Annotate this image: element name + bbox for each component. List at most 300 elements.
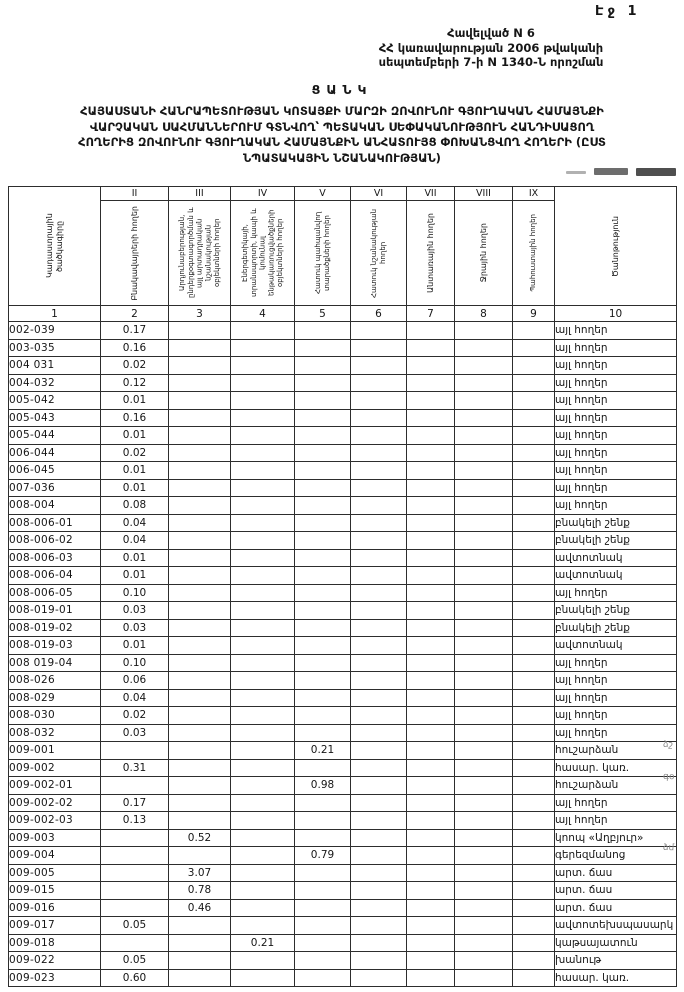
cell-special (351, 829, 407, 847)
cell-water (455, 672, 513, 690)
cell-residential (101, 829, 169, 847)
cell-residential: 0.04 (101, 689, 169, 707)
cell-protected: 0.98 (295, 777, 351, 795)
cell-protected (295, 794, 351, 812)
cell-infrastructure (231, 742, 295, 760)
table-row (9, 497, 677, 515)
cell-protected (295, 969, 351, 987)
cell-forest (407, 969, 455, 987)
cell-forest (407, 532, 455, 550)
cell-special (351, 707, 407, 725)
table-row (9, 934, 677, 952)
cell-cadastral-code: 009-017 (9, 917, 101, 935)
cell-industrial (169, 584, 231, 602)
cell-industrial (169, 497, 231, 515)
cell-note: այլ հողեր (555, 462, 677, 480)
cell-water (455, 847, 513, 865)
cell-special (351, 654, 407, 672)
cell-note: այլ հողեր (555, 427, 677, 445)
cell-reserve (513, 847, 555, 865)
cell-residential: 0.16 (101, 339, 169, 357)
cell-reserve (513, 829, 555, 847)
cell-residential: 0.05 (101, 917, 169, 935)
table-row (9, 514, 677, 532)
cell-forest (407, 794, 455, 812)
cell-water (455, 969, 513, 987)
title-line-4: ՆՊԱՏԱԿԱՅԻՆ ՆՇԱՆԱԿՈՒԹՅԱՆ) (243, 150, 441, 165)
cell-protected (295, 357, 351, 375)
cell-forest (407, 444, 455, 462)
cell-forest (407, 549, 455, 567)
cell-special (351, 549, 407, 567)
cell-water (455, 777, 513, 795)
cell-special (351, 794, 407, 812)
cell-water (455, 724, 513, 742)
header-reserve-lands (513, 201, 555, 306)
cell-special (351, 759, 407, 777)
cell-special (351, 392, 407, 410)
cell-special (351, 357, 407, 375)
cell-industrial (169, 672, 231, 690)
cell-residential: 0.03 (101, 724, 169, 742)
cell-forest (407, 619, 455, 637)
cell-cadastral-code: 007-036 (9, 479, 101, 497)
cell-reserve (513, 567, 555, 585)
cell-forest (407, 847, 455, 865)
cell-cadastral-code: 008 019-04 (9, 654, 101, 672)
cell-infrastructure (231, 724, 295, 742)
cell-residential (101, 934, 169, 952)
cell-cadastral-code: 006-045 (9, 462, 101, 480)
cell-special (351, 532, 407, 550)
cell-note: այլ հողեր (555, 672, 677, 690)
cell-residential: 0.02 (101, 444, 169, 462)
cell-note: այլ հողեր (555, 812, 677, 830)
header-forest-lands (407, 201, 455, 306)
roman-VII: VII (407, 187, 455, 201)
cell-water (455, 812, 513, 830)
cell-protected (295, 602, 351, 620)
cell-special (351, 462, 407, 480)
cell-note: արտ. ճաս (555, 864, 677, 882)
cell-residential: 0.08 (101, 497, 169, 515)
column-number-row (9, 306, 677, 322)
cell-industrial (169, 934, 231, 952)
cell-water (455, 497, 513, 515)
table-row (9, 409, 677, 427)
cell-water (455, 567, 513, 585)
cell-reserve (513, 584, 555, 602)
header-cadastral-code-label: Կադաստրային ծածկագիրը (44, 213, 64, 279)
roman-V: V (295, 187, 351, 201)
cell-special (351, 724, 407, 742)
cell-cadastral-code: 003-035 (9, 339, 101, 357)
table-row (9, 882, 677, 900)
cell-cadastral-code: 004 031 (9, 357, 101, 375)
cell-reserve (513, 672, 555, 690)
cell-infrastructure (231, 812, 295, 830)
appendix-line-2: ՀՀ կառավարության 2006 թվականի (378, 40, 604, 55)
cell-special (351, 497, 407, 515)
cell-special (351, 689, 407, 707)
cell-note: այլ հողեր (555, 584, 677, 602)
cell-reserve (513, 917, 555, 935)
cell-residential: 0.17 (101, 794, 169, 812)
cell-reserve (513, 759, 555, 777)
col-number-1: 1 (9, 306, 101, 322)
cell-protected (295, 374, 351, 392)
cell-cadastral-code: 008-019-02 (9, 619, 101, 637)
cell-water (455, 444, 513, 462)
table-row (9, 759, 677, 777)
cell-protected (295, 882, 351, 900)
cell-water (455, 339, 513, 357)
cell-infrastructure (231, 759, 295, 777)
cell-note: այլ հողեր (555, 392, 677, 410)
cell-industrial (169, 847, 231, 865)
cell-forest (407, 672, 455, 690)
cell-water (455, 917, 513, 935)
cell-infrastructure (231, 462, 295, 480)
cell-reserve (513, 952, 555, 970)
cell-residential: 0.10 (101, 584, 169, 602)
table-row (9, 322, 677, 340)
cell-infrastructure (231, 829, 295, 847)
header-forest-lands-label: Անտառային հողեր (425, 213, 435, 293)
cell-cadastral-code: 008-006-02 (9, 532, 101, 550)
cell-note: բնակելի շենք (555, 602, 677, 620)
cell-water (455, 654, 513, 672)
table-row (9, 899, 677, 917)
cell-note: այլ հողեր (555, 654, 677, 672)
header-protected-lands (295, 201, 351, 306)
title-line-1: ՀԱՅԱՍՏԱՆԻ ՀԱՆՐԱՊԵՏՈՒԹՅԱՆ ԿՈՏԱՅՔԻ ՄԱՐԶԻ ԶՈՎՈՒՆՈՒ ԳՅՈՒՂԱԿԱՆ ՀԱՄԱՅՆՔԻ (80, 104, 604, 118)
roman-II: II (101, 187, 169, 201)
cell-residential: 0.01 (101, 567, 169, 585)
cell-water (455, 829, 513, 847)
roman-IX: IX (513, 187, 555, 201)
cell-residential: 0.01 (101, 462, 169, 480)
table-row (9, 969, 677, 987)
cell-special (351, 934, 407, 952)
table-row (9, 479, 677, 497)
cell-forest (407, 427, 455, 445)
cell-industrial (169, 952, 231, 970)
cell-water (455, 619, 513, 637)
cell-residential: 0.06 (101, 672, 169, 690)
cell-forest (407, 462, 455, 480)
cell-reserve (513, 532, 555, 550)
cell-protected (295, 724, 351, 742)
header-water-lands-label: Ջրային հողեր (478, 223, 488, 283)
cell-reserve (513, 444, 555, 462)
cell-reserve (513, 969, 555, 987)
cell-reserve (513, 602, 555, 620)
table-row (9, 444, 677, 462)
cell-water (455, 707, 513, 725)
table-row (9, 847, 677, 865)
marginal-mark: ձմ (662, 842, 675, 854)
header-special-lands (351, 201, 407, 306)
cell-protected (295, 549, 351, 567)
cell-infrastructure (231, 374, 295, 392)
cell-special (351, 847, 407, 865)
cell-special (351, 409, 407, 427)
cell-forest (407, 934, 455, 952)
table-row (9, 339, 677, 357)
cell-cadastral-code: 009-002-03 (9, 812, 101, 830)
table-row (9, 952, 677, 970)
cell-residential: 0.31 (101, 759, 169, 777)
header-industrial-lands-label: Արդյունաբերության, ընդերքօգտագործման և այլ արտադրական նշանակության օբյեկտների հողեր (177, 207, 221, 299)
cell-reserve (513, 514, 555, 532)
table-row (9, 374, 677, 392)
cell-note: բնակելի շենք (555, 514, 677, 532)
marginal-mark: գօ (662, 771, 675, 783)
table-row (9, 917, 677, 935)
cell-residential (101, 777, 169, 795)
cell-water (455, 409, 513, 427)
cell-water (455, 532, 513, 550)
cell-special (351, 374, 407, 392)
cell-special (351, 952, 407, 970)
roman-III: III (169, 187, 231, 201)
cell-cadastral-code: 005-042 (9, 392, 101, 410)
cell-cadastral-code: 009-018 (9, 934, 101, 952)
cell-water (455, 392, 513, 410)
cell-forest (407, 882, 455, 900)
cell-reserve (513, 549, 555, 567)
cell-water (455, 549, 513, 567)
cell-note: այլ հողեր (555, 707, 677, 725)
cell-note: հուշարձան (555, 777, 677, 795)
cell-water (455, 742, 513, 760)
cell-protected (295, 829, 351, 847)
cell-note: այլ հողեր (555, 497, 677, 515)
cell-residential: 0.03 (101, 619, 169, 637)
cell-cadastral-code: 008-006-03 (9, 549, 101, 567)
cell-forest (407, 829, 455, 847)
cell-reserve (513, 689, 555, 707)
cell-infrastructure (231, 602, 295, 620)
cell-reserve (513, 654, 555, 672)
cell-protected (295, 567, 351, 585)
cell-cadastral-code: 009-001 (9, 742, 101, 760)
cell-reserve (513, 882, 555, 900)
cell-residential (101, 899, 169, 917)
cell-protected (295, 672, 351, 690)
cell-forest (407, 479, 455, 497)
cell-industrial: 0.52 (169, 829, 231, 847)
cell-water (455, 584, 513, 602)
col-number-8: 8 (455, 306, 513, 322)
marginal-mark: ձշ (662, 739, 674, 751)
cell-cadastral-code: 008-004 (9, 497, 101, 515)
cell-note: հասար. կառ. (555, 759, 677, 777)
cell-infrastructure (231, 532, 295, 550)
cell-residential: 0.12 (101, 374, 169, 392)
cell-forest (407, 602, 455, 620)
cell-reserve (513, 339, 555, 357)
cell-note: այլ հողեր (555, 724, 677, 742)
cell-cadastral-code: 009-002-01 (9, 777, 101, 795)
cell-residential: 0.16 (101, 409, 169, 427)
cell-water (455, 462, 513, 480)
cell-residential: 0.01 (101, 392, 169, 410)
cell-cadastral-code: 009-016 (9, 899, 101, 917)
cell-reserve (513, 864, 555, 882)
header-cadastral-code (9, 187, 101, 306)
roman-VIII: VIII (455, 187, 513, 201)
cell-industrial (169, 707, 231, 725)
table-row (9, 707, 677, 725)
cell-industrial (169, 549, 231, 567)
cell-note: կոոպ «Աղբյուր» (555, 829, 677, 847)
cell-cadastral-code: 004-032 (9, 374, 101, 392)
cell-infrastructure (231, 567, 295, 585)
cell-water (455, 864, 513, 882)
cell-reserve (513, 794, 555, 812)
cell-water (455, 374, 513, 392)
cell-cadastral-code: 005-043 (9, 409, 101, 427)
cell-special (351, 812, 407, 830)
cell-forest (407, 689, 455, 707)
cell-water (455, 952, 513, 970)
cell-residential (101, 742, 169, 760)
cell-industrial (169, 357, 231, 375)
cell-forest (407, 759, 455, 777)
cell-industrial (169, 514, 231, 532)
cell-protected (295, 339, 351, 357)
cell-forest (407, 777, 455, 795)
cell-residential: 0.01 (101, 549, 169, 567)
cell-forest (407, 637, 455, 655)
table-row (9, 462, 677, 480)
cell-note: այլ հողեր (555, 409, 677, 427)
cell-special (351, 479, 407, 497)
cell-special (351, 514, 407, 532)
cell-note: գերեզմանոց (555, 847, 677, 865)
cell-special (351, 584, 407, 602)
roman-numeral-row (9, 187, 677, 201)
cell-infrastructure (231, 707, 295, 725)
cell-protected (295, 497, 351, 515)
cell-note: բնակելի շենք (555, 532, 677, 550)
scan-artifact (566, 171, 586, 174)
cell-protected (295, 899, 351, 917)
cell-forest (407, 864, 455, 882)
cell-industrial: 0.46 (169, 899, 231, 917)
header-protected-lands-label: Հատուկ պահպանվող տարածքների հողեր (313, 211, 331, 295)
cell-reserve (513, 374, 555, 392)
table-row (9, 742, 677, 760)
cell-cadastral-code: 008-019-01 (9, 602, 101, 620)
cell-infrastructure (231, 847, 295, 865)
roman-IV: IV (231, 187, 295, 201)
cell-forest (407, 707, 455, 725)
cell-infrastructure (231, 357, 295, 375)
table-row (9, 427, 677, 445)
cell-water (455, 899, 513, 917)
cell-note: այլ հողեր (555, 322, 677, 340)
cell-reserve (513, 427, 555, 445)
cell-infrastructure (231, 672, 295, 690)
table-body (9, 322, 677, 987)
table-row (9, 602, 677, 620)
cell-forest (407, 567, 455, 585)
cell-water (455, 689, 513, 707)
cell-industrial (169, 462, 231, 480)
cell-forest (407, 339, 455, 357)
cell-infrastructure: 0.21 (231, 934, 295, 952)
cell-cadastral-code: 006-044 (9, 444, 101, 462)
cell-infrastructure (231, 654, 295, 672)
cell-residential: 0.01 (101, 427, 169, 445)
cell-note: հասար. կառ. (555, 969, 677, 987)
cell-industrial (169, 392, 231, 410)
table-row (9, 864, 677, 882)
cell-cadastral-code: 008-026 (9, 672, 101, 690)
cell-special (351, 742, 407, 760)
cell-note: ավտոտնակ (555, 637, 677, 655)
cell-special (351, 602, 407, 620)
cell-industrial (169, 567, 231, 585)
cell-infrastructure (231, 882, 295, 900)
cell-cadastral-code: 009-002-02 (9, 794, 101, 812)
cell-cadastral-code: 005-044 (9, 427, 101, 445)
table-row (9, 777, 677, 795)
cell-special (351, 567, 407, 585)
document-title (30, 104, 654, 166)
table-row (9, 392, 677, 410)
col-number-2: 2 (101, 306, 169, 322)
cell-cadastral-code: 008-029 (9, 689, 101, 707)
cell-water (455, 357, 513, 375)
cell-industrial (169, 339, 231, 357)
cell-cadastral-code: 008-019-03 (9, 637, 101, 655)
cell-infrastructure (231, 392, 295, 410)
cell-industrial (169, 969, 231, 987)
cell-reserve (513, 637, 555, 655)
cell-protected (295, 444, 351, 462)
col-number-5: 5 (295, 306, 351, 322)
table-row (9, 672, 677, 690)
cell-reserve (513, 934, 555, 952)
cell-reserve (513, 742, 555, 760)
table-header (9, 187, 677, 322)
table-row (9, 829, 677, 847)
table-row (9, 724, 677, 742)
cell-infrastructure (231, 637, 295, 655)
cell-industrial (169, 759, 231, 777)
cell-industrial (169, 409, 231, 427)
cell-infrastructure (231, 584, 295, 602)
cell-water (455, 794, 513, 812)
cell-industrial: 3.07 (169, 864, 231, 882)
cell-industrial (169, 602, 231, 620)
cell-special (351, 917, 407, 935)
cell-infrastructure (231, 969, 295, 987)
cell-industrial (169, 794, 231, 812)
cell-reserve (513, 322, 555, 340)
cell-water (455, 322, 513, 340)
table-row (9, 584, 677, 602)
cell-residential: 0.03 (101, 602, 169, 620)
cell-infrastructure (231, 479, 295, 497)
cell-residential: 0.60 (101, 969, 169, 987)
cell-infrastructure (231, 514, 295, 532)
cell-note: արտ. ճաս (555, 882, 677, 900)
